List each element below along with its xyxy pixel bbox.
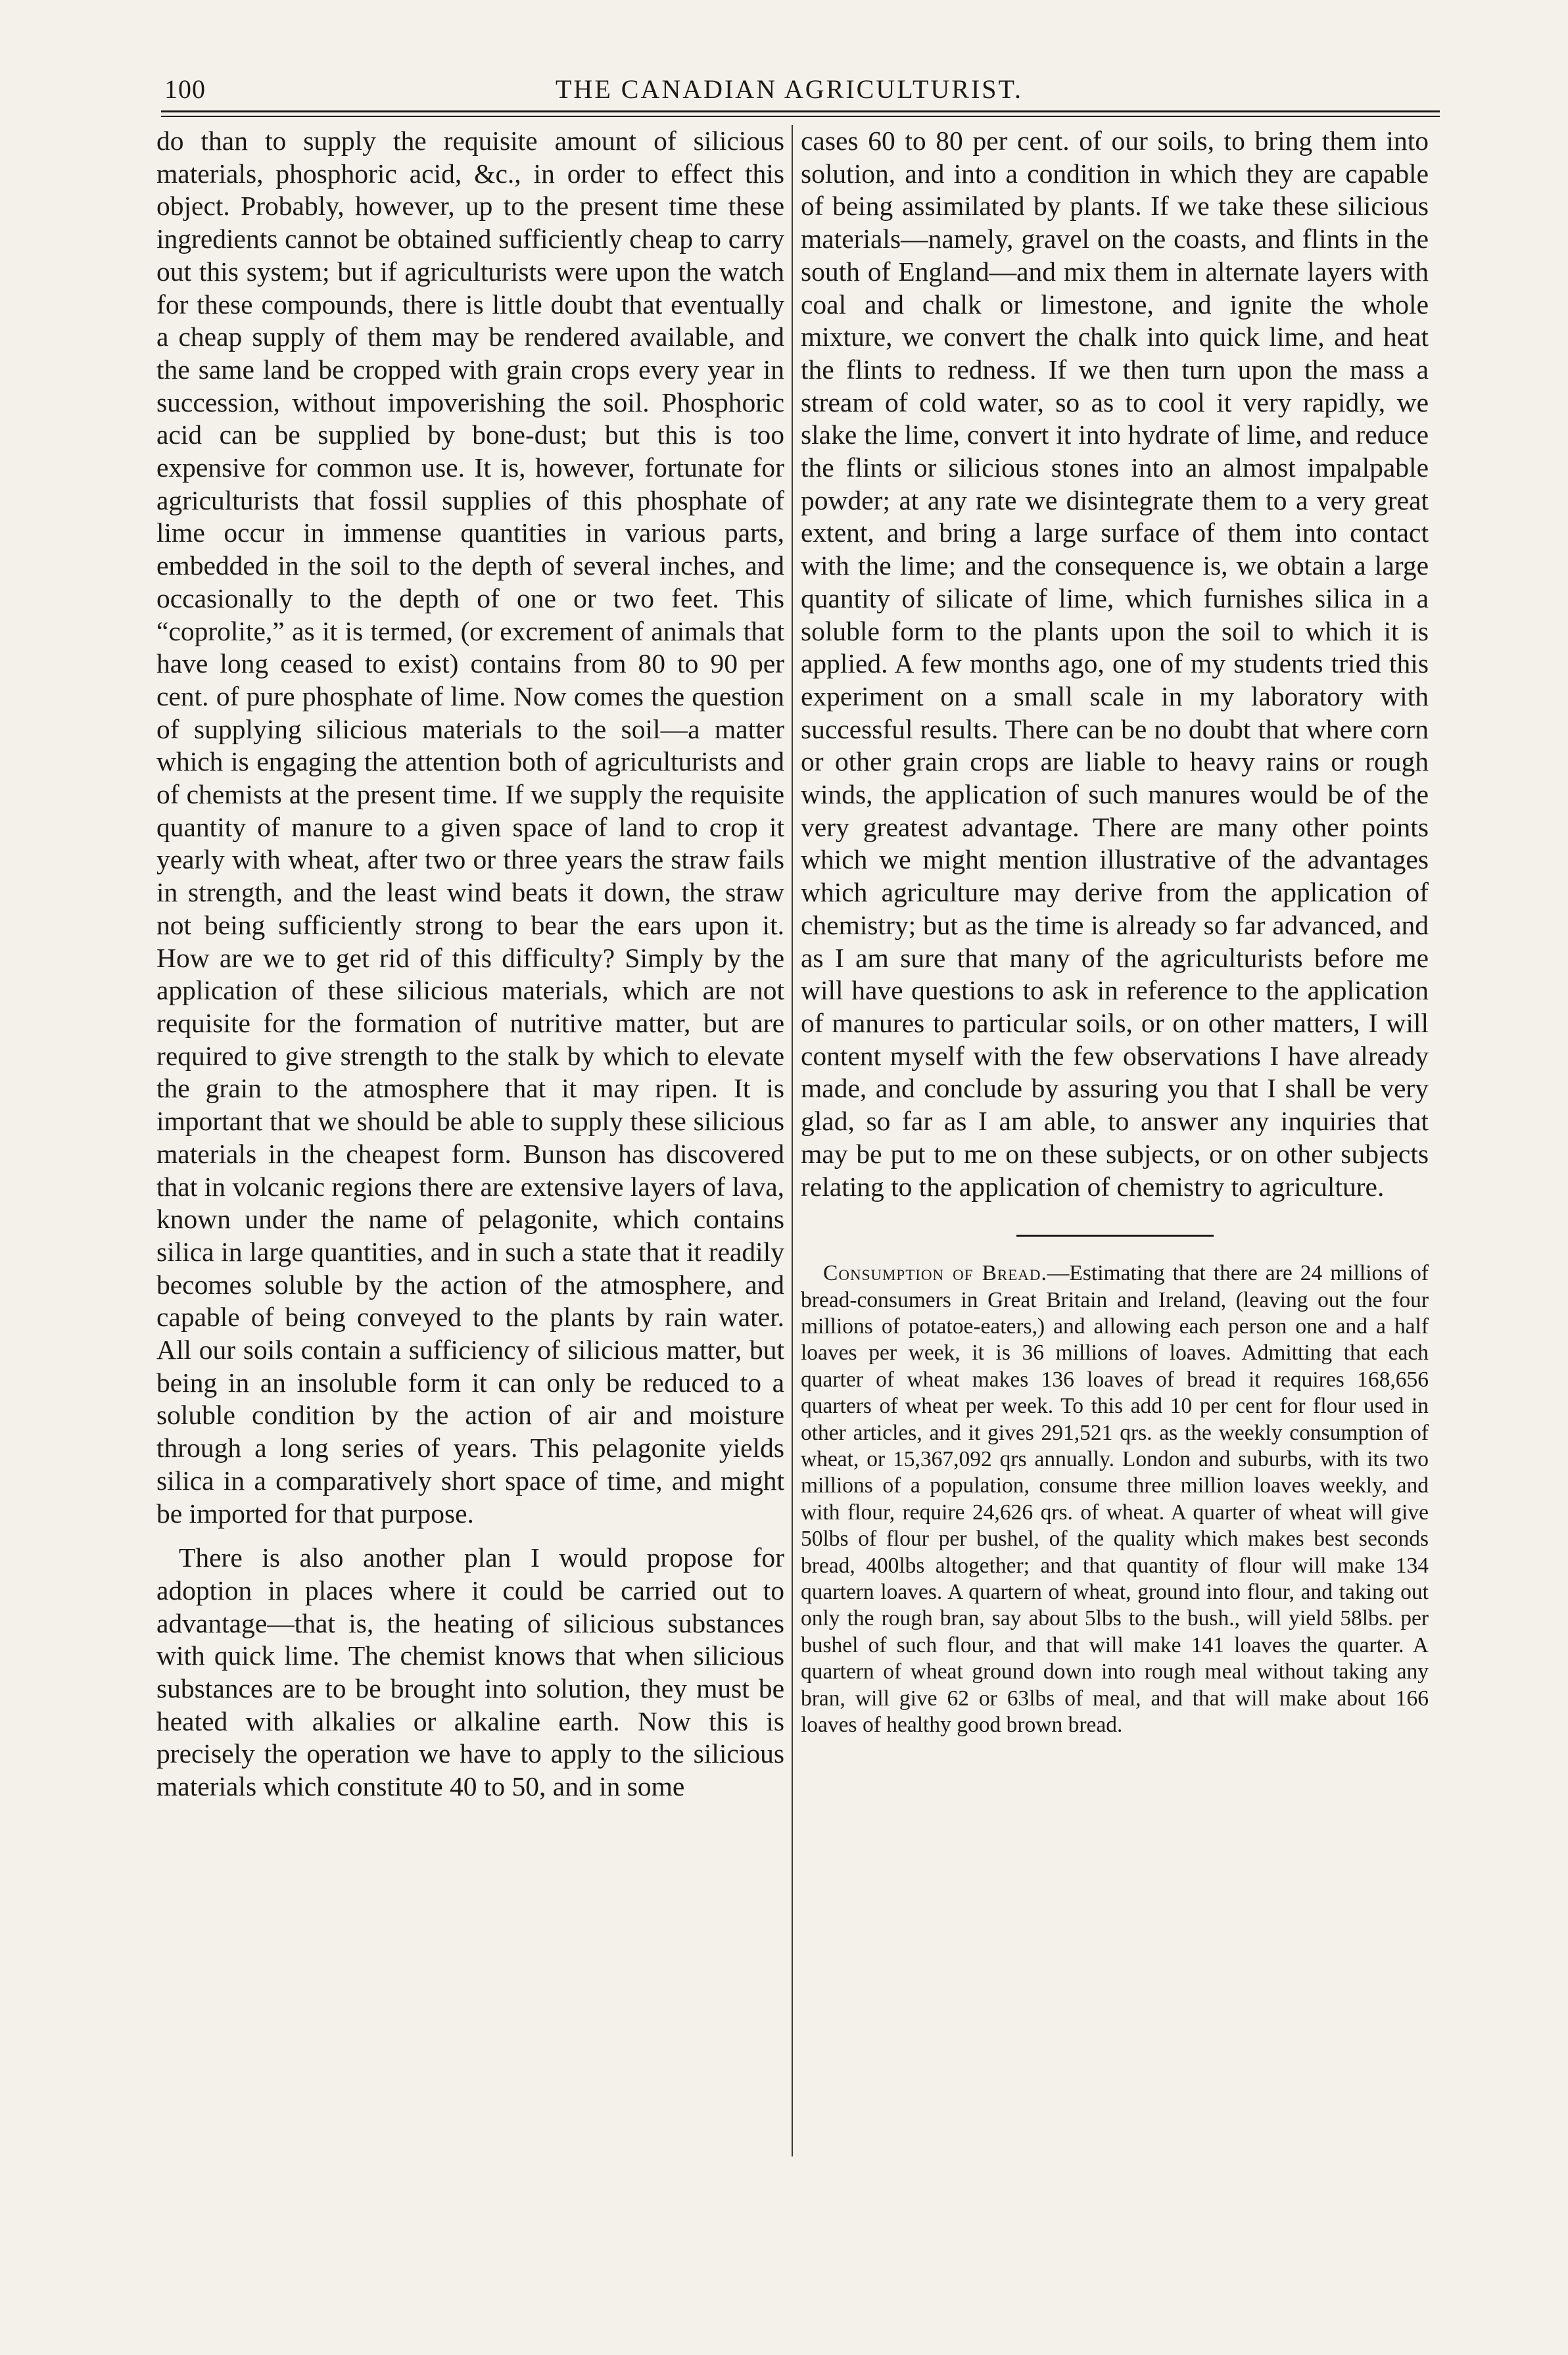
right-column: [801, 125, 1429, 1739]
left-paragraph-1: do than to supply the requisite amount of silicious materials, phosphoric acid, &c., in order to effect this object. Probably, however, up to the present time these ingredients cannot be obtained sufficiently cheap to carry out this system; but if agriculturists were upon the watch for these compounds, there is little doubt that eventually a cheap supply of them may be rendered available, and the same land be cropped with grain crops every year in succession, without impoverishing the soil. Phosphoric acid can be supplied by bone-dust; but this is too expensive for common use. It is, however, fortunate for agriculturists that fossil supplies of this phosphate of lime occur in immense quantities in various parts, embedded in the soil to the depth of several inches, and occasionally to the depth of one or two feet. This “coprolite,” as it is termed, (or excrement of animals that have long ceased to exist) contains from 80 to 90 per cent. of pure phosphate of lime. Now comes the question of supplying silicious materials to the soil—a matter which is engaging the attention both of agriculturists and of chemists at the present time. If we supply the requisite quantity of manure to a given space of land to crop it yearly with wheat, after two or three years the straw fails in strength, and the least wind beats it down, the straw not being sufficiently strong to bear the ears upon it. How are we to get rid of this difficulty? Simply by the application of these silicious materials, which are not requisite for the formation of nutritive matter, but are required to give strength to the stalk by which to elevate the grain to the atmosphere that it may ripen. It is important that we should be able to supply these silicious materials in the cheapest form. Bunson has discovered that in volcanic regions there are extensive layers of lava, known under the name of pelagonite, which contains silica in large quantities, and in such a state that it readily becomes soluble by the action of the atmosphere, and capable of being conveyed to the plants by rain water. All our soils contain a sufficiency of silicious matter, but being in an insoluble form it can only be reduced to a soluble condition by the action of air and moisture through a long series of years. This pelagonite yields silica in a comparatively short space of time, and might be imported for that purpose.: [156, 126, 784, 1529]
bread-article-heading: Consumption of Bread.: [823, 1261, 1047, 1286]
left-column: [156, 125, 784, 1803]
page-header: [161, 71, 1440, 110]
page-number: 100: [164, 74, 206, 104]
header-rule-secondary: [161, 116, 1440, 117]
right-paragraph-1: cases 60 to 80 per cent. of our soils, to bring them into solution, and into a condition in which they are capable of being assimilated by plants. If we take these silicious materials—namely, gravel on the coasts, and flints in the south of England—and mix them in alternate layers with coal and chalk or limestone, and ignite the whole mixture, we convert the chalk into quick lime, and heat the flints to redness. If we then turn upon the mass a stream of cold water, so as to cool it very rapidly, we slake the lime, convert it into hydrate of lime, and reduce the flints or silicious stones into an almost impalpable powder; at any rate we disintegrate them to a very great extent, and bring a large surface of them into contact with the lime; and the consequence is, we obtain a large quantity of silicate of lime, which furnishes silica in a soluble form to the plants upon the soil to which it is applied. A few months ago, one of my students tried this experiment on a small scale in my laboratory with successful results. There can be no doubt that where corn or other grain crops are liable to heavy rains or rough winds, the application of such manures would be of the very greatest advantage. There are many other points which we might mention illustrative of the advantages which agriculture may derive from the application of chemistry; but as the time is already so far advanced, and as I am sure that many of the agriculturists before me will have questions to ask in reference to the application of manures to particular soils, or on other matters, I will content myself with the few observations I have already made, and conclude by assuring you that I shall be very glad, so far as I am able, to answer any inquiries that may be put to me on these subjects, or on other subjects relating to the application of chemistry to agriculture.: [801, 126, 1429, 1202]
header-rule: [161, 110, 1440, 112]
section-separator: [1016, 1235, 1214, 1237]
bread-article-text: —Estimating that there are 24 millions of bread-consumers in Great Britain and Ireland, (leaving out the four millions of potatoe-eaters,) and allowing each person one and a half loaves per week, it is 36 millions of loaves. Admitting that each quarter of wheat makes 136 loaves of bread it requires 168,656 quarters of wheat per week. To this add 10 per cent for flour used in other articles, and it gives 291,521 qrs. as the weekly consumption of wheat, or 15,367,092 qrs annually. London and suburbs, with its two millions of a population, consume three million loaves weekly, and with flour, require 24,626 qrs. of wheat. A quarter of wheat will give 50lbs of flour per bushel, of the quality which makes best seconds bread, 400lbs altogether; and that quantity of flour will make 134 quartern loaves. A quartern of wheat, ground into flour, and taking out only the rough bran, say about 5lbs to the bush., will yield 58lbs. per bushel of such flour, and that will make 141 loaves the quarter. A quartern of wheat ground down into rough meal without taking any bran, will give 62 or 63lbs of meal, and that will make about 166 loaves of healthy good brown bread.: [801, 1261, 1429, 1738]
bread-article: [801, 1260, 1429, 1738]
column-divider: [792, 125, 793, 2156]
left-paragraph-2: There is also another plan I would propose for adoption in places where it could be carried out to advantage—that is, the heating of silicious substances with quick lime. The chemist knows that when silicious substances are to be brought into solution, they must be heated with alkalies or alkaline earth. Now this is precisely the operation we have to apply to the silicious materials which constitute 40 to 50, and in some: [156, 1542, 784, 1802]
running-head: THE CANADIAN AGRICULTURIST.: [556, 74, 1023, 104]
